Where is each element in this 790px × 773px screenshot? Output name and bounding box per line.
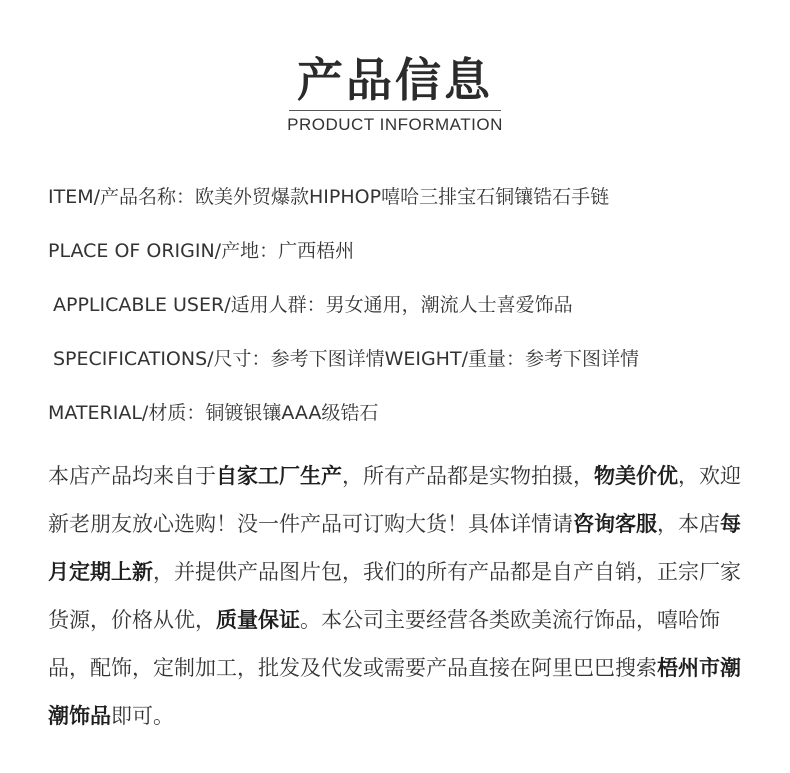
header bbox=[0, 52, 790, 135]
info-value: 男女通用，潮流人士喜爱饰品 bbox=[325, 294, 573, 316]
desc-text: 本店产品均来自于 bbox=[48, 464, 216, 488]
desc-highlight: 梧州市潮潮饰品 bbox=[48, 656, 741, 728]
info-value: 参考下图详情WEIGHT/重量：参考下图详情 bbox=[270, 348, 639, 370]
info-label: SPECIFICATIONS/尺寸： bbox=[53, 348, 271, 370]
info-value: 欧美外贸爆款HIPHOP嘻哈三排宝石铜镶锆石手链 bbox=[195, 186, 610, 208]
desc-text: ，所有产品都是实物拍摄， bbox=[342, 464, 594, 488]
desc-highlight: 自家工厂生产 bbox=[216, 464, 342, 488]
desc-text: ，本店 bbox=[657, 512, 720, 536]
product-info-list bbox=[48, 170, 768, 440]
info-label: PLACE OF ORIGIN/产地： bbox=[48, 240, 279, 262]
info-value: 铜镀银镶AAA级锆石 bbox=[205, 402, 379, 424]
desc-text: 。本公司主要经营各类欧美流行饰品，嘻哈饰品，配饰，定制加工，批发及代发或需要产品直接在阿里巴巴搜索 bbox=[48, 608, 720, 680]
desc-highlight: 每月定期上新 bbox=[48, 512, 741, 584]
info-row-specifications bbox=[48, 332, 768, 386]
info-row-user bbox=[48, 278, 768, 332]
store-description bbox=[48, 452, 753, 740]
info-label: APPLICABLE USER/适用人群： bbox=[53, 294, 326, 316]
desc-highlight: 物美价优 bbox=[594, 464, 678, 488]
desc-text: ，并提供产品图片包，我们的所有产品都是自产自销，正宗厂家货源，价格从优， bbox=[48, 560, 741, 632]
info-value: 广西梧州 bbox=[278, 240, 355, 262]
page-title: 产品信息 bbox=[289, 52, 501, 111]
info-label: ITEM/产品名称： bbox=[48, 186, 196, 208]
desc-text: 即可。 bbox=[111, 704, 174, 728]
desc-text: ，欢迎新老朋友放心选购！没一件产品可订购大货！具体详情请 bbox=[48, 464, 741, 536]
desc-highlight: 咨询客服 bbox=[573, 512, 657, 536]
info-row-origin bbox=[48, 224, 768, 278]
desc-highlight: 质量保证 bbox=[216, 608, 300, 632]
info-label: MATERIAL/材质： bbox=[48, 402, 206, 424]
page-subtitle: PRODUCT INFORMATION bbox=[287, 115, 503, 134]
info-row-item bbox=[48, 170, 768, 224]
info-row-material bbox=[48, 386, 768, 440]
